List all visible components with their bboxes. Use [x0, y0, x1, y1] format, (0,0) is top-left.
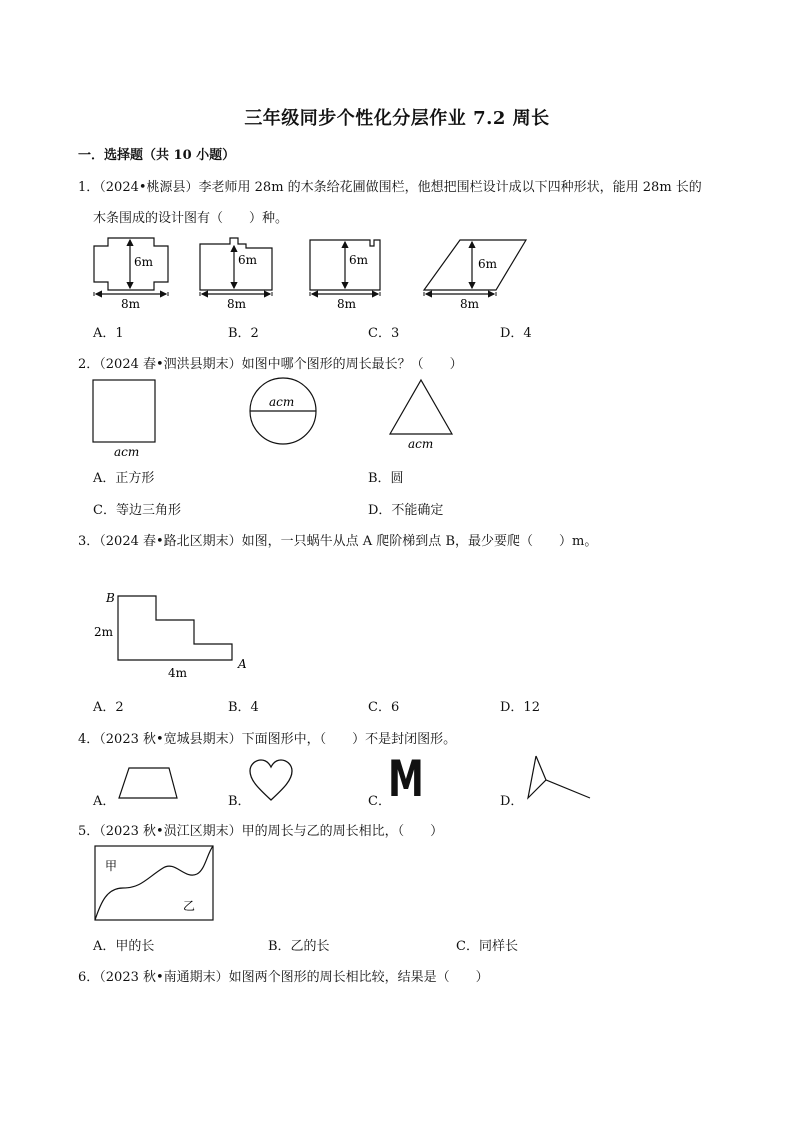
question-2-figures [88, 372, 468, 462]
question-1-text-line1: 1．（2024•桃源县）李老师用 28m 的木条给花圃做围栏，他想把围栏设计成以下四种形状，能用 28m 长的 [78, 180, 702, 195]
question-5-text: 5．（2023 秋•涢江区期末）甲的周长与乙的周长相比，（ ） [78, 824, 444, 839]
question-3-staircase [90, 588, 260, 683]
q5-option-c: C．同样长 [456, 939, 518, 954]
q1-width-label-4: 8m [460, 297, 480, 311]
q1-option-d: D．4 [500, 326, 532, 341]
q2-option-a: A．正方形 [93, 471, 155, 486]
q3-option-c: C．6 [368, 700, 400, 715]
q2-circle-label: acm [269, 395, 295, 409]
q1-width-label-2: 8m [227, 297, 247, 311]
q1-height-label-1: 6m [134, 255, 154, 269]
q3-option-a: A．2 [93, 700, 124, 715]
q3-point-a: A [238, 657, 247, 671]
question-1-text-line2: 木条围成的设计图有（ ）种。 [93, 211, 289, 226]
q1-shape-4 [424, 240, 526, 290]
q1-height-label-2: 6m [238, 253, 258, 267]
section-heading: 一．选择题（共 10 小题） [78, 148, 236, 163]
q5-label-yi: 乙 [183, 899, 196, 913]
question-5-figure [93, 844, 217, 924]
q1-height-label-3: 6m [349, 253, 369, 267]
question-6-text: 6．（2023 秋•南通期末）如图两个图形的周长相比较，结果是（ ） [78, 970, 489, 985]
q2-square [93, 380, 155, 442]
q4-trapezoid [115, 762, 181, 802]
q5-option-a: A．甲的长 [93, 939, 155, 954]
q4-option-d: D． [500, 794, 524, 809]
q4-open-angle-figure [516, 754, 596, 804]
q1-width-label-3: 8m [337, 297, 357, 311]
question-1-figures [88, 234, 648, 314]
q4-heart [246, 758, 296, 804]
q5-option-b: B．乙的长 [268, 939, 330, 954]
q1-height-label-4: 6m [478, 257, 498, 271]
q3-width-label: 4m [168, 666, 188, 680]
q1-option-a: A．1 [93, 326, 124, 341]
q3-option-d: D．12 [500, 700, 540, 715]
q5-label-jia: 甲 [105, 859, 118, 873]
q1-option-c: C．3 [368, 326, 400, 341]
q4-option-b: B． [228, 794, 251, 809]
page-title: 三年级同步个性化分层作业 7.2 周长 [244, 108, 550, 129]
q1-option-b: B．2 [228, 326, 259, 341]
q4-option-c: C． [368, 794, 391, 809]
q1-shape-2 [200, 238, 272, 290]
q2-square-label: acm [114, 445, 140, 459]
q3-option-b: B．4 [228, 700, 259, 715]
q2-option-b: B．圆 [368, 471, 404, 486]
question-4-text: 4．（2023 秋•宽城县期末）下面图形中，（ ）不是封闭图形。 [78, 732, 457, 747]
q3-point-b: B [106, 591, 115, 605]
q2-triangle-label: acm [408, 437, 434, 451]
q3-height-label: 2m [94, 625, 114, 639]
q2-option-c: C．等边三角形 [93, 503, 181, 518]
q2-triangle [390, 380, 452, 434]
q1-width-label-1: 8m [121, 297, 141, 311]
q2-option-d: D．不能确定 [368, 503, 444, 518]
q4-letter-m: M [388, 750, 424, 808]
question-2-text: 2．（2024 春•泗洪县期末）如图中哪个图形的周长最长？（ ） [78, 357, 463, 372]
q4-option-a: A． [93, 794, 116, 809]
question-3-text: 3．（2024 春•路北区期末）如图，一只蜗牛从点 A 爬阶梯到点 B，最少要爬（ ）m。 [78, 534, 598, 549]
q1-shape-1 [94, 238, 168, 290]
